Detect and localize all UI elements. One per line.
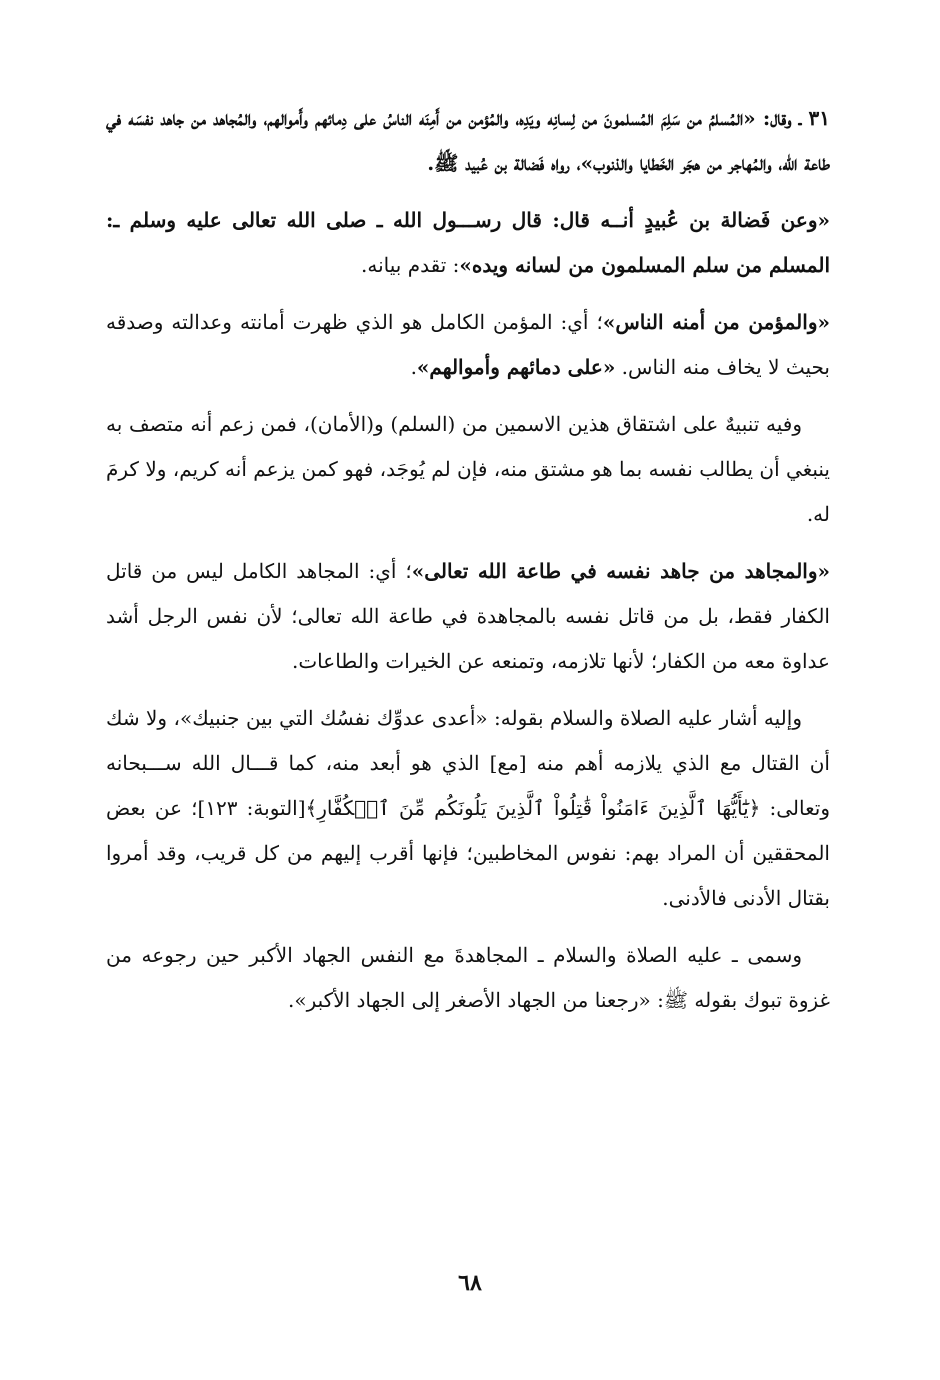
commentary-text: : تقدم بيانه. bbox=[361, 253, 460, 277]
page-number: ٦٨ bbox=[458, 1270, 482, 1296]
paragraph-derivation bbox=[106, 402, 830, 537]
commentary-text: وسمى ـ عليه الصلاة والسلام ـ المجاهدةَ مع النفس الجهاد الأكبر حين رجوعه من غزوة تبوك بقوله ﷺ: «رجعنا من الجهاد الأصغر إلى الجهاد الأكبر». bbox=[106, 943, 830, 1012]
paragraph-greater-jihad bbox=[106, 933, 830, 1023]
commentary-text: ؛ أي: المؤمن الكامل هو الذي ظهرت أمانته وعدالته وصدقه بحيث لا يخاف منه الناس. bbox=[106, 310, 830, 379]
paragraph-mujahid bbox=[106, 549, 830, 684]
commentary-text: وإليه أشار عليه الصلاة والسلام بقوله: «أعدى عدوِّك نفسُك التي بين جنبيك»، ولا شك أن القتال مع الذي يلازمه أهم منه [مع] الذي هو أبعد منه، كما قـــال الله ســـبحانه وتعالى: ﴿يَٰٓأَيُّهَا ٱلَّذِينَ ءَامَنُواْ قَٰتِلُواْ ٱلَّذِينَ يَلُونَكُم مِّنَ ٱلۡكُفَّارِ﴾[التوبة: ١٢٣]؛ عن بعض المحققين أن المراد بهم: نفوس المخاطبين؛ فإنها أقرب إليهم من كل قريب، وقد أمروا بقتال الأدنى فالأدنى. bbox=[106, 706, 830, 910]
quoted-text: «والمؤمن من أمنه الناس» bbox=[602, 310, 830, 334]
quoted-text: «على دمائهم وأموالهم» bbox=[416, 355, 616, 379]
paragraph-hadith-31 bbox=[106, 96, 830, 186]
quoted-text: «وعن فَضالة بن عُبيدٍ أنــه قال: قال رســـول الله ـ صلى الله تعالى عليه وسلم ـ: المسلم من سلم المسلمون من لسانه ويده» bbox=[106, 208, 830, 277]
hadith-text: ٣١ ـ وقال: «المُسلمُ من سَلِمَ المُسلمونَ من لِسانِه ويَدِه، والمُؤمن من أَمِنَه الناسُ على دِمائهم وأَموالهم، والمُجاهد من جاهد نفسَه في طاعة الله، والمُهاجر من هجَر الخَطايا والذنوب»، رواه فَضالة بن عُبيد ﷺ. bbox=[106, 106, 830, 175]
commentary-text: . bbox=[410, 355, 417, 379]
paragraph-enemy-self bbox=[106, 696, 830, 921]
paragraph-narration bbox=[106, 198, 830, 288]
commentary-text: ؛ أي: المجاهد الكامل ليس من قاتل الكفار فقط، بل من قاتل نفسه بالمجاهدة في طاعة الله تعالى؛ لأن نفس الرجل أشد عداوة معه من الكفار؛ لأنها تلازمه، وتمنعه عن الخيرات والطاعات. bbox=[106, 559, 830, 673]
quoted-text: «والمجاهد من جاهد نفسه في طاعة الله تعالى» bbox=[411, 559, 831, 583]
paragraph-believer bbox=[106, 300, 830, 390]
commentary-text: وفيه تنبيهٌ على اشتقاق هذين الاسمين من (السلم) و(الأمان)، فمن زعم أنه متصف به ينبغي أن يطالب نفسه بما هو مشتق منه، فإن لم يُوجَد، فهو كمن يزعم أنه كريم، ولا كرمَ له. bbox=[106, 412, 830, 526]
page-body bbox=[106, 96, 830, 1035]
